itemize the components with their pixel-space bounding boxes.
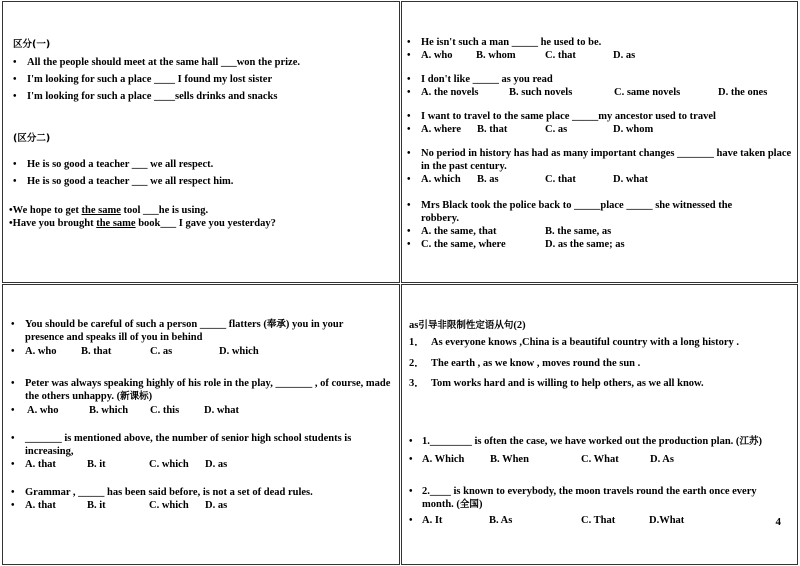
bullet: • xyxy=(407,111,411,122)
answer-options: A. that B. it C. which D. as xyxy=(25,500,228,511)
bullet: • xyxy=(407,50,411,61)
answer-options: A. which B. as C. that D. what xyxy=(421,174,649,185)
question-text: I don't like _____ as you read xyxy=(421,74,553,85)
bullet: • xyxy=(13,57,17,68)
bullet: • xyxy=(11,346,15,357)
bullet: • xyxy=(11,378,15,389)
question-text: 2.____ is known to everybody, the moon travels round the earth once every month. (全国) xyxy=(422,486,757,510)
bullet: • xyxy=(11,405,15,416)
bullet: • xyxy=(407,74,411,85)
section-heading-2: (区分二) xyxy=(13,133,51,144)
question-text: I want to travel to the same place _____my ancestor used to travel xyxy=(421,111,716,122)
bullet: • xyxy=(407,174,411,185)
answer-options: C. the same, where D. as the same; as xyxy=(421,239,625,250)
question-text: 1.________ is often the case, we have worked out the production plan. (江苏) xyxy=(422,436,762,447)
bullet: • xyxy=(13,159,17,170)
answer-options: A. who B. that C. as D. which xyxy=(25,346,259,357)
section-heading-1: 区分(一) xyxy=(13,39,51,50)
bullet: • xyxy=(407,148,411,159)
bullet: • xyxy=(11,500,15,511)
bullet: • xyxy=(407,87,411,98)
question-text: Peter was always speaking highly of his role in the play, _______ , of course, made the others unhappy. (新课标) xyxy=(25,378,391,402)
bullet: • xyxy=(11,487,15,498)
answer-options: A. It B. As C. That D.What xyxy=(422,515,685,526)
bullet: • xyxy=(407,226,411,237)
bullet: • xyxy=(407,124,411,135)
numbered-sentence: 2． The earth , as we know , moves round the sun . xyxy=(409,358,641,369)
question-text: You should be careful of such a person _____ flatters (奉承) you in your presence and speaks ill of you in behind xyxy=(25,319,344,343)
answer-options: A. that B. it C. which D. as xyxy=(25,459,228,470)
bullet: • xyxy=(409,436,413,447)
section-heading: as引导非限制性定语从句(2) xyxy=(409,320,526,331)
example-line-1: •We hope to get the same tool ___he is using. xyxy=(9,205,209,216)
slide-panel-2 xyxy=(401,1,798,283)
answer-options: A. the novels B. such novels C. same novels D. the ones xyxy=(421,87,768,98)
list-item: All the people should meet at the same hall ___won the prize. xyxy=(27,57,300,68)
answer-options: A. who B. whom C. that D. as xyxy=(421,50,636,61)
bullet: • xyxy=(409,515,413,526)
page-number: 4 xyxy=(775,516,781,528)
question-text: _______ is mentioned above, the number of senior high school students is increasing, xyxy=(25,433,352,457)
slide-panel-4 xyxy=(401,284,798,565)
bullet: • xyxy=(407,37,411,48)
numbered-sentence: 1． As everyone knows ,China is a beautiful country with a long history . xyxy=(409,337,740,348)
answer-options: A. the same, that B. the same, as xyxy=(421,226,612,237)
list-item: He is so good a teacher ___ we all respect. xyxy=(27,159,214,170)
slide-panel-3 xyxy=(2,284,400,565)
example-line-2: •Have you brought the same book___ I gave you yesterday? xyxy=(9,218,276,229)
question-text: Mrs Black took the police back to _____place _____ she witnessed the robbery. xyxy=(421,200,733,224)
slide-panel-1 xyxy=(2,1,400,283)
bullet: • xyxy=(13,91,17,102)
bullet: • xyxy=(409,454,413,465)
bullet: • xyxy=(11,319,15,330)
answer-options: A. who B. which C. this D. what xyxy=(27,405,240,416)
list-item: I'm looking for such a place ____sells drinks and snacks xyxy=(27,91,278,102)
answer-options: A. Which B. When C. What D. As xyxy=(422,454,674,465)
bullet: • xyxy=(11,459,15,470)
list-item: He is so good a teacher ___ we all respect him. xyxy=(27,176,234,187)
bullet: • xyxy=(407,239,411,250)
bullet: • xyxy=(407,200,411,211)
numbered-sentence: 3． Tom works hard and is willing to help others, as we all know. xyxy=(409,378,704,389)
question-text: Grammar , _____ has been said before, is not a set of dead rules. xyxy=(25,487,313,498)
bullet: • xyxy=(13,74,17,85)
bullet: • xyxy=(409,486,413,497)
list-item: I'm looking for such a place ____ I found my lost sister xyxy=(27,74,273,85)
answer-options: A. where B. that C. as D. whom xyxy=(421,124,654,135)
bullet: • xyxy=(11,433,15,444)
question-text: No period in history has had as many important changes _______ have taken place in the past century. xyxy=(421,148,792,172)
question-text: He isn't such a man _____ he used to be. xyxy=(421,37,602,48)
bullet: • xyxy=(13,176,17,187)
